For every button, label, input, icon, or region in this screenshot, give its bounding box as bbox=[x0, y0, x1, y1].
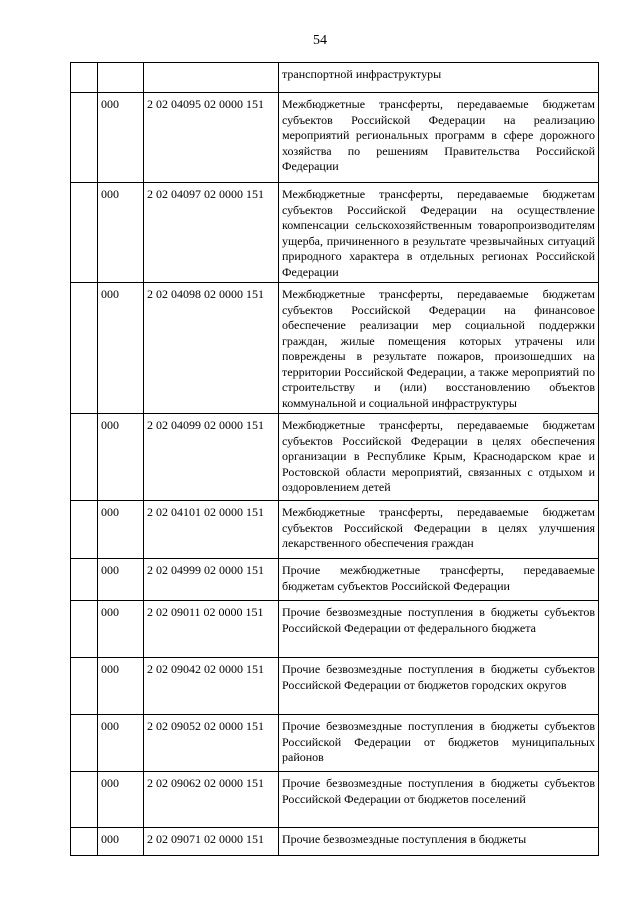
budget-code-cell: 2 02 04098 02 0000 151 bbox=[144, 283, 279, 414]
admin-code-cell: 000 bbox=[98, 772, 144, 828]
budget-code-cell: 2 02 09042 02 0000 151 bbox=[144, 658, 279, 715]
table-row bbox=[71, 63, 599, 93]
description-cell: Межбюджетные трансферты, передаваемые бюджетам субъектов Российской Федерации в целях улучшения лекарственного обеспечения граждан bbox=[279, 501, 599, 559]
description-cell: Межбюджетные трансферты, передаваемые бюджетам субъектов Российской Федерации на осуществление компенсации сельскохозяйственным товаропроизводителям ущерба, причиненного в результате чрезвычайных ситуаций природного характера в отдельных регионах Российской Федерации bbox=[279, 183, 599, 283]
budget-code-cell: 2 02 04999 02 0000 151 bbox=[144, 559, 279, 601]
empty-cell bbox=[71, 63, 98, 93]
table-row bbox=[71, 283, 599, 414]
empty-cell bbox=[71, 772, 98, 828]
empty-cell bbox=[71, 715, 98, 772]
table-row bbox=[71, 828, 599, 856]
budget-code-cell: 2 02 04099 02 0000 151 bbox=[144, 414, 279, 501]
description-cell: Межбюджетные трансферты, передаваемые бюджетам субъектов Российской Федерации на финансовое обеспечение реализации мер социальной поддержки граждан, жилые помещения которых утрачены или повреждены в результате пожаров, произошедших на территории Российской Федерации, а также мероприятий по строительству и (или) восстановлению объектов коммунальной и социальной инфраструктуры bbox=[279, 283, 599, 414]
admin-code-cell: 000 bbox=[98, 658, 144, 715]
table-row bbox=[71, 414, 599, 501]
budget-code-cell bbox=[144, 63, 279, 93]
description-cell: Прочие безвозмездные поступления в бюджеты субъектов Российской Федерации от бюджетов городских округов bbox=[279, 658, 599, 715]
empty-cell bbox=[71, 93, 98, 183]
table-row bbox=[71, 501, 599, 559]
description-cell: Прочие межбюджетные трансферты, передаваемые бюджетам субъектов Российской Федерации bbox=[279, 559, 599, 601]
empty-cell bbox=[71, 559, 98, 601]
empty-cell bbox=[71, 601, 98, 658]
admin-code-cell: 000 bbox=[98, 559, 144, 601]
admin-code-cell: 000 bbox=[98, 828, 144, 856]
description-cell: Прочие безвозмездные поступления в бюджеты субъектов Российской Федерации от бюджетов муниципальных районов bbox=[279, 715, 599, 772]
description-cell: Межбюджетные трансферты, передаваемые бюджетам субъектов Российской Федерации в целях обеспечения организации в Республике Крым, Краснодарском крае и Ростовской области мероприятий, связанных с отдыхом и оздоровлением детей bbox=[279, 414, 599, 501]
admin-code-cell: 000 bbox=[98, 93, 144, 183]
admin-code-cell: 000 bbox=[98, 601, 144, 658]
empty-cell bbox=[71, 183, 98, 283]
admin-code-cell: 000 bbox=[98, 414, 144, 501]
budget-code-cell: 2 02 09062 02 0000 151 bbox=[144, 772, 279, 828]
empty-cell bbox=[71, 658, 98, 715]
empty-cell bbox=[71, 283, 98, 414]
admin-code-cell bbox=[98, 63, 144, 93]
table-row bbox=[71, 559, 599, 601]
description-cell: Прочие безвозмездные поступления в бюджеты субъектов Российской Федерации от бюджетов поселений bbox=[279, 772, 599, 828]
table-row bbox=[71, 183, 599, 283]
empty-cell bbox=[71, 828, 98, 856]
description-cell: транспортной инфраструктуры bbox=[279, 63, 599, 93]
budget-code-cell: 2 02 04095 02 0000 151 bbox=[144, 93, 279, 183]
budget-code-cell: 2 02 09052 02 0000 151 bbox=[144, 715, 279, 772]
empty-cell bbox=[71, 414, 98, 501]
budget-code-cell: 2 02 04097 02 0000 151 bbox=[144, 183, 279, 283]
table-row bbox=[71, 772, 599, 828]
empty-cell bbox=[71, 501, 98, 559]
budget-classification-table bbox=[70, 62, 599, 856]
admin-code-cell: 000 bbox=[98, 501, 144, 559]
admin-code-cell: 000 bbox=[98, 715, 144, 772]
budget-code-cell: 2 02 04101 02 0000 151 bbox=[144, 501, 279, 559]
table-row bbox=[71, 658, 599, 715]
description-cell: Межбюджетные трансферты, передаваемые бюджетам субъектов Российской Федерации на реализацию мероприятий региональных программ в сфере дорожного хозяйства по решениям Правительства Российской Федерации bbox=[279, 93, 599, 183]
table-row bbox=[71, 601, 599, 658]
page-number: 54 bbox=[313, 33, 327, 48]
description-cell: Прочие безвозмездные поступления в бюджеты bbox=[279, 828, 599, 856]
budget-code-cell: 2 02 09071 02 0000 151 bbox=[144, 828, 279, 856]
description-cell: Прочие безвозмездные поступления в бюджеты субъектов Российской Федерации от федерального бюджета bbox=[279, 601, 599, 658]
table-row bbox=[71, 93, 599, 183]
table-row bbox=[71, 715, 599, 772]
admin-code-cell: 000 bbox=[98, 283, 144, 414]
admin-code-cell: 000 bbox=[98, 183, 144, 283]
budget-code-cell: 2 02 09011 02 0000 151 bbox=[144, 601, 279, 658]
